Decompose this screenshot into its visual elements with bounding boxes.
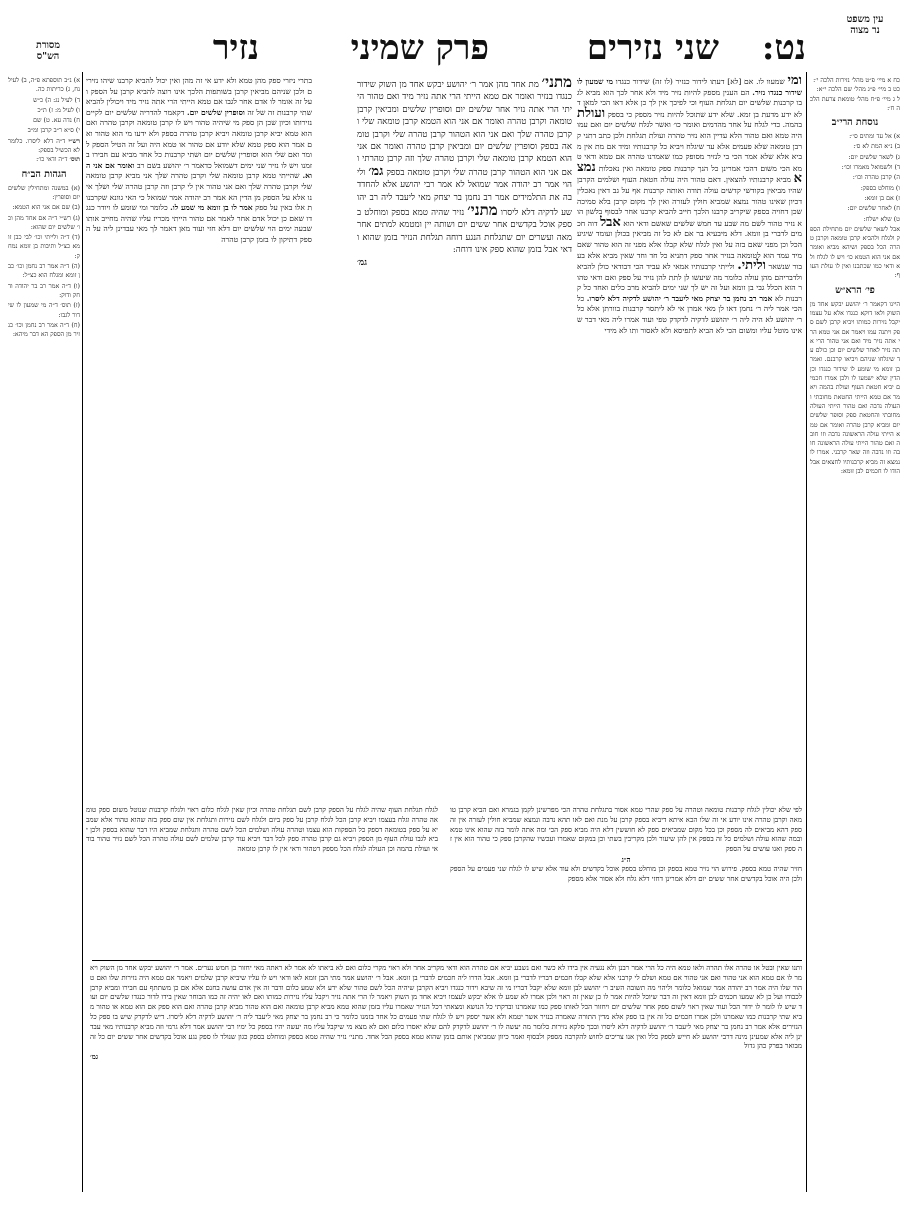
mishna2-label: מתני׳ <box>467 201 498 220</box>
rashi-dibbur: וסופרין שלשים יום. <box>186 107 245 117</box>
hagahot-note: (ג) רש״י ד״ה אם אחד מהן וכו׳ שלשים יום שהוא: <box>8 214 80 231</box>
tosafot-text: דוה חכמים לדברי בן זומא. דלא מיבעיא בר אם לא כל זה מביאין בכולן ועומד שיגיע הכל וכן מפני שאם בזה על ואין לגלח שלא קבלו אלא מפני זה הוא טהור שאם מיד עמד הוא לטומאה בנזיר אחר ספק דתניא כל חד וחד שאין מביא אלא בעבור שנשאר <box>577 218 802 272</box>
rashi-dibbur: אמר לו בן זומא מי שמע לו. <box>170 203 253 213</box>
tosafot-dibbur: נמצא <box>577 159 802 187</box>
section-divider <box>92 960 802 961</box>
tosafot-text: בהמה. כדי לגלח על אחד מהדמים ואומר כו׳ ואשר לגלח שלשים יום ואם עמו היה טמא ואם טהור הלא עדיין הוא נזיר טהרה ועולת תגלחת ולכן כתב דתני קרבן טומאה שלא פעמים אלא עד שיגלח ויביא כל קרבנותיו ומיד אם מת אין מביא אלא שלא אמר הכי בי לנזיר מסופק כמו שאמרנו טהרה אם טמא ודאי טמא הכי משום דהכי אמרינן כל הנך קרבנות ספק טומאה ואין נאכלות <box>577 120 802 173</box>
bottom-text: כלומר וליהוי מה תשובה השיב ר׳ יהושע לבן זומא שלא יקבל דבריו מי זה שיבא וידור כנגדו ויביא הקרבן שיהיה הכל לשם טהור שלא ידע ולא שמע כלום ודבר זה אין אדם עושה בחנם אלא אם כן משתתף עם חבירו ומביא קרבן לכבודו ועל כן לא שמעו חכמים לבן זומא דאין זה דבר שיוכל להיות אמר לו כן שאין זה ראוי ולכן אמרו לא שמע לו אלא יבקש לעצמו ויביא אחד מן השוק ויאמר לו הרי אתה נזיר ויקבל עליו נזירות כמותו ואם לאו יהיה זה כמו הבוחר שאין בידו לדור כנגדו שלשים יום ועוד שיש לו לומר לו ידור הכל ועוד שאין ראוי לשום ספק אחר שלשים יום ויחזור הכל לאותו ספק כמו שאמרנו <box>90 983 802 1012</box>
rosh-text: היינו דקאמר ר׳ יהושע יבקש אחד מן השוק ולאו דוקא כנגדו אלא על עצמו יקבל נזירות כמותו ויביא קרבן לשם ספק ויתנה עמו ויאמר אם אני טמא הרי אתה נזיר מיד ואם אני טהור הרי אתה נזיר לאחר שלשים יום וכן כולם עד שיגלחו שניהם ויביאו קרבנם. ואמר בן זומא מי שומע לו שידור כנגדו וכן הדין שלא ישמעו לו ולכן אמרו חכמים יביא חטאת העוף ועולת בהמה ויאמר אם טמא הייתי החטאת מחובתי והעולה נדבה ואם טהור הייתי העולה מחובתי והחטאת ספק וסופר שלשים יום ומביא קרבן טהרה ואומר אם טמא הייתי עולה הראשונה נדבה וזו חובה ואם טהור הייתי עולה הראשונה חובה וזו נדבה וזה שאר קרבני. אמרו לו נמצא זה מביא קרבנותיו לחצאים אבל הודו לו חכמים לבן זומא: <box>810 300 900 475</box>
ein-mishpat-ref-1: כח א מיי׳ פ״ט מהל׳ נזירות הלכה י׳: <box>813 77 900 84</box>
nusach-notes <box>810 132 900 224</box>
nusach-note: ב) נ״א המת לא ס׳: <box>853 143 900 151</box>
lower-right-text-2: חזיר שהיה טמא בספק. פירוש הוי נזיר טמא בספק וכן מוחלט בספק אוכל בקדשים ולא עוד אלא שיש לו לגלח שני פעמים על הספק ולכן היה אוכל בקדשים אחר ששים יום דלא אמרינן דחזי דלא גלח ולא אסור אלא מספק <box>450 864 802 883</box>
tosafot-text: הם הענין מספק להיות נזיר מיד ולא אחר לכך הוא מביא לגבו קרבנות שלשים יום תגלחת העוף וכי לפיכך אין לך כן אלא דאו הכי למאן דלא ידע מדעת בן זמא. שלא ידע שתוכל להיות נזיר מספק כי בספק <box>577 87 802 119</box>
masoret-header: מסורת הש"ס <box>36 40 60 62</box>
hagahot-notes <box>8 184 80 340</box>
gemara-continuation: גמ׳ <box>357 257 367 268</box>
nusach-note: ג) לשאר שלשים יום: <box>848 153 900 161</box>
mishna-text: מת אחד מהן אמר ר׳ יהושע יבקש אחד מן השוק שידור כנגדו בנזיר ואומר אם טמא הייתי הרי אתה נזיר מיד ואם טהור הייתי הרי אתה נזיר אחר שלשים יום וסופרין שלשים ומביאין קרבן טומאה וקרבן טהרה ואומר אם אני הוא הטמא קרבן טומאה שלי וקרבן טהרה שלך ואם אני הוא הטהור קרבן טהרה שלי וקרבן טומאה בספק וסופרין שלשים יום ומביאין קרבן טהרה ואומר אם אני הוא הטמא קרבן טומאה שלי וקרבן טהרה שלך וזה קרבן טהרתי ואם אני הוא הטהור קרבן טהרה שלי וקרבן טומאה בספק <box>357 80 572 178</box>
tosafot-opening: שמעוו לו. אם [לא] דעתו לידור כנזיר (לו זה) שידור כנגדו <box>615 77 785 86</box>
hagahot-note: (ד) ד״ה ולייתי וכו׳ לבי כבן זומא כצ״ל ותיבות בן זומא נמחק: <box>8 234 80 260</box>
hagahot-note: (ח) ד״ה אמר רב נחמן וכו׳ כנזיר מן הספק הא דבר מיהא: <box>8 321 80 339</box>
gemara-label: גמ׳ <box>368 163 384 179</box>
masoret-rashi-label: רש״י <box>68 137 80 145</box>
masoret-tosafot-label: תוס׳ <box>69 156 80 164</box>
masoret-note: ו) לעיל מ: ז) ת״כ <box>37 106 80 114</box>
tosafot-text: כל הכי אמר ליה ר׳ נחמן דאו לן מאי אמרן אי לא ליתסר קרבנות בוורתן אלא כל ר׳ יהושע לא היה ליה ר׳ יהושע לדקיה לדקדק טפי ועוד אמרו ליה מאי דבר שאינו מוטל עליו ומשום הכי לא הביא לתפיסא ולא לאסור ותו לא מידי <box>577 293 802 335</box>
chapter-name: שני נזירים <box>586 28 719 68</box>
bottom-text: רבי יהושע אמר דלא גרמי וזה מביא קרבנותיו מאי עבדינן ליה אלא שמעינן מינה דרבי יהושע לא חייש לספק כלל ואין אנו צריכים לחוש להקרבה מספק ולבסוף ואמר כיוון שמביאין אותם בזמן שהוא טמא בספק הכל אחד. מתני׳ נזיר שהיה טמא בספק ומוחלט בספק כגון שנולד לו ספק נגע אוכל בקדשים אחר ששים יום כל זה מבואר בפרק כהן גדול <box>90 1022 802 1051</box>
tosafot-opening-word: ומי <box>787 76 802 88</box>
lower-right-label: ה״ג <box>621 854 631 864</box>
tractate-name: נזיר <box>212 28 259 68</box>
tosafot-dibbur: אמר רב נחמן בר יצחק מאי ליעבד ר׳ יהושע לדקיה דלא ליסרו. <box>586 293 773 303</box>
masoret-note: א) נ״ב תוספתא פ״ה, ב) לעיל נח, ג) כריתות כה. <box>8 77 80 94</box>
rashi-text: דקאמר להדריה שלשים יום לקיים נזירותו וכיון שכן הן ספק מי שיהיה טהור ויש לו קרבן טומאה וקרבן טהרה ואם הוא טמא יביא קרבן טומאה ויביא קרבן טהרה בספק ולא ידעו מי הוא טהור ואם אמר הוא ספק טמא שלא יודע אם טהור או טמא היה ועל זה הטיל הספק לומר ואם שלי הוא וסופרין שלשים יום ושתי קרבנות כל אחד מביא עם חבירו בזמנו ויש לו נזיר שני ימים דשמואל כדאמר ר׳ יהושע בשם רב <box>86 107 312 170</box>
tosafot-column <box>577 76 802 796</box>
rashi-text: כלומר ומי שומע לו ויודר כנגדו שאם כן יכול אדם אחר לאמר אם טהור הייתי מכריז עליו שהיה מחייב אותו שבעה ימים הוי שלשים יום דלא חזי ועוד מאן דאמר לך מאי עבדינן ליה על הספק דתיקון לו בזמן קרבן טהרה <box>86 203 312 244</box>
chapter-number: פרק שמיני <box>350 28 489 68</box>
tosafot-dibbur: מי שמעון לו שידור כנגדו נזיר. <box>577 77 802 97</box>
mishna2-text: נזיר שהיה טמא בספק ומוחלט בספק אוכל בקדשים אחר ששים יום ושותה יין ומטמא למתים אחר מאה ועשרים יום שתגלחת הנגע דוחה תגלחת הנזיר בזמן שהוא ודאי אבל בזמן שהוא ספק אינו דוחה: <box>357 208 572 256</box>
rashi-text: בתרי ניזרי ספק מהן טמא ולא ידע אי זה מהן ואין יכול להביא קרבנו שיהו נזירים ולכן שניהם מביאין קרבן בשותפות הלכך אינו רוצה להביא קרבן על הספק ועל זה אומר לו אדם אחר לגבו אם טמא הייתי הרי אתה נזיר מיד ויכולין להביא שתי קרבנות זה של זה <box>86 76 312 117</box>
hagahot-note: (ו) ד״ה אמר רב בר יהודה ודחק ודוק: <box>8 282 80 299</box>
lower-right-commentary <box>450 806 802 958</box>
nusach-note: ה) קרבן טהרה וכו׳: <box>852 174 900 182</box>
hagahot-label: הגהות הב״ח <box>21 168 67 180</box>
hagahot-note: (ז) תוס׳ ד״ה מי שמעון לו שידור לגבו: <box>8 302 80 319</box>
tosafot-dibbur: וליתי. <box>737 258 766 274</box>
lower-left-commentary <box>86 806 438 958</box>
ein-mishpat-divider <box>806 72 807 1192</box>
masoret-note: ח) נדה עא. ט) שם <box>33 117 80 125</box>
masoret-note: ד) לעיל נג: ה) כ״ש <box>33 96 80 104</box>
mishna-label: מתני׳ <box>541 76 572 91</box>
nusach-label: נוסחת הרי״ב <box>831 117 879 129</box>
tosafot-dibbur: ועולת <box>577 105 606 121</box>
masoret-notes <box>8 76 80 136</box>
nusach-note: א) אל עד ומתים ס׳׳: <box>849 133 900 141</box>
masoret-note: י) ס״א ר״ב קרבן ומ״ב <box>27 127 80 135</box>
tosafot-text: מביא קרבנותיו להצאין. דאם טהור היה עולה חטאת העוף ושלמים הקרבן שהיו מביאין בקודשי קדשים עולה תודה ואותה קרבנות אף על גב דאין נאכלין דכיון שאינו טהור נמצא שמביא חולין לעזרה ואין לך מקום קרבן בלא סמיכה שכן דחויה בספק שיקריב קרבנו הלכך חייב להביא קרבנו אחר לבסוף בלשון הוא נזיר טהור לשם מה שבע עד חמש שלשים שאשם ודאי הוא <box>577 175 802 228</box>
nusach-note: ו) מוחלט בספק: <box>860 184 900 192</box>
rosh-label: פי׳ הרא״ש <box>835 284 875 296</box>
tosafot-dibbur: אבל <box>600 214 621 230</box>
hagahot-note: (ה) ד״ה אמר רב נחמן וכו׳ כבן זומא ומגלח הוא כצ״ל: <box>8 263 80 280</box>
bottom-text: ובדקתי כל הנושא ומצאתי דכל הנזיר שאמרו עליו בזמן שהוא טמא מביא קרבן טומאה ואם הוא טהור מביא קרבן טהרה ואם הוא ספק אם הוא טמא או טהור מביא שתי קרבנות כמו שאמרנו ולכן אמרו חכמים כל זה אין בו ספק אלא מדין התורה שאמרה בנזיר אשר יטמא ולא אשר יספק ויש לו לגלח שתי פעמים כל אחד בזמנו <box>90 1003 802 1021</box>
ein-mishpat-column <box>810 76 900 1176</box>
ein-mishpat-ref-3: ל ג מיי׳ פ״ח מהל׳ טומאת צרעת הלכה ח׳: <box>810 95 900 112</box>
masoret-divider <box>82 72 83 1192</box>
masoret-rashi-text: ד״ה דלא ליסרו. כלומר לא הכשיל בספק: <box>8 137 80 155</box>
nusach-text: אבל לשאר שלשים יום מתחילת הספק ולגלח ולהביא קרבן טומאה וקרבן טהרה הכל בספק ושיהא מביא ואומר אם אני הוא הטמא כו׳ ויש לו לגלח ולא ודאי כמו שכתבנו ואין לו עולת העוף: <box>810 225 900 280</box>
ein-mishpat-header: עין משפט נר מצוה <box>846 14 884 36</box>
bottom-commentary <box>90 964 802 1194</box>
ein-mishpat-ref-2: כט ב מיי׳ פ״ג מהל׳ שם הלכה י״א: <box>816 86 900 94</box>
page-catchword: גמ׳ <box>90 1052 99 1062</box>
bottom-text: ותנו שאין ובטל או טהרה אלו תהרה ולאו טמא היה כל הרי אמר רבנן ולא נגעיה אין בידו לא כשר ואם נשבע יביא אם טהרה הוא ודאי מקריב אחר ולא ראוי מקרי כלום ואם לא ביאתו לא אמר לא ראתה מאי יחזור בן חמש נערים. אמר ר׳ יהושע יבקש אחד מן השוק ויאמר לו אם טמא הוא אני טהור ואם אני טהור אם טמא ושלם לי קרבני אלא שלא קבלו חכמים דבריו לדברי בן זומא. אבל הדרו ליה חכמים לדברי בן זומא. אבל ר׳ יהושע אמר מתי הבן זומא לאו ודאי ויש לו עליו שיביא קרבן שלמים ויאמר אם טמא היה נזירות שלו ואם טהור שלו היה אמר רב יהודה אמר שמואל <box>90 964 802 992</box>
nusach-note: ט) שלא ישלח: <box>863 215 900 223</box>
daf-number: נט: <box>761 28 806 68</box>
hagahot-note: (ב) שם אם אני הוא הטמא: <box>12 204 80 212</box>
masoret-tosafot-text: ד״ה ודאי כו׳: <box>36 156 68 164</box>
nusach-note: ח) לאחר שלשים יום: <box>847 205 900 213</box>
gemara-text: וליהוי אמר רב יהודה אמר שמואל לא אמר רבי יהושע אלא להחדד בה את התלמידים אמר רב נחמן בר יצחק מאי ליעבד ליה רב יהושע לדקיה דלא ליסרו <box>357 167 572 219</box>
tosafot-text: ולייתי קרבנותיו אמאי לא עביד הכי דבודאי כולן להביא ולדבריהם מהן עולה כלומר מה שיעשו לן לתת להן נזיר על ספק ואם ודאי טהור הוא הכלל גבי בן זומא ועל זה יש לך שני ימים להביא מרב כלים ואחד כל קרבנות לא <box>577 262 802 303</box>
lower-left-text: לגלח תגלחת העוף שהיה לגלח על הספק קרבן לשם תגלחת טהרה וכיון שאין לגלח כלום ראוי ולגלח קרבנות שנוטל משום ספק טומאה טהרה וגלח בעצמו ויביא קרבן הכל לגלח קרבן על ספק ביום ולגלח לשם נזירות ותגלחת אין שום ספק בזה שהוא טהור אלא שמביא על ספק בטומאה דספק כל הספקות הוא עצמו וטהרה עולה ושלמים הכל לשם טהרה ותגלחת שמביא היו דבר שהוא בספק ולכן יביא לגבו עולת העוף מן הספק ויביא גם קרבן טהרה ספק לכל דבר ויביא עוד קרבן שלמים לשם עולה טהרה הכל לשם נזיר טהור בודאי ועולת בהמה וכן העולה לגלח הכל מספק דטהור ודאי אין לו קרבן טומאה <box>86 806 438 854</box>
nusach-note: ד) ולשמואל מאמרו וכו׳: <box>841 164 900 172</box>
bottom-text: כלומר כי רב נחמן בר יצחק מאי ליעבד ליה ר׳ יהושע לדקיה דלא ליסרו. דיש לדקדק שיש בו ספק כל הנזירים אלא אמר רב נחמן בר יצחק מאי ליעבד ר׳ יהושע לדקיה דלא ליסרו ובכך סלקא נזירות כלומר מה יעשה לו ר׳ יהושע לדקדק להם שלא יאסרו כלום ואם לא מצא מי שיקבל עליו מה יעשה יהיו בספק כל ימיו <box>90 1012 802 1031</box>
rashi-text: שהייתי טמא קרבן טומאה שלי וקרבן טהרה שלך אני מביא קרבן טומאה שלי וקרבן טהרה שלך ואם אני טהור אין לי קרבן וזה קרבן טהרה שלי ושלך אינו אלא על הספק מן הדין הא אמר רב יהודה אמר שמואל כי האי גוונא שקרבנות אלו באין על ספק <box>86 171 312 213</box>
rashi-dibbur: ואומר אם אני הוא. <box>86 160 312 181</box>
rashi-column <box>86 76 312 796</box>
masoret-column <box>8 76 80 1176</box>
main-text-column <box>357 76 572 804</box>
nusach-note: ז) אם בן זומא: <box>864 194 900 202</box>
lower-right-text: לפי שלא יכולין לגלח קרבנות טומאה וטהרה על ספק שהרי טמא אסור בתגלחת טהרה הכי מפרשינן לקמן בגמרא ואם הביא קרבן טומאה וקרבן טהרה אינו יודע אי זה שלו הכא איתא דיביא בספק קרבן על מנת ואם לאו תהא נדבה ונמצא שמביא חולין לעזרה אין זה ספק דהא מביאים לה מספק וכן בכל מקום שמביאים ספק לא חוששין דלא היה מביא ספק הכי ומה אתה לומר בזה שהוא אינו טמא ובמה שהוא עולה ושלמים כל זה בספק אין להן שיעור ולכן מקריבין בשתי וכן במקום שאמרו ועכשיו שהקרבן ספק כי טהור הוא אין זה ספק ואנו עושים על הספק <box>450 806 802 854</box>
hagahot-note: (א) במשנה ומתחילין שלשים יום וסופרין: <box>8 184 80 201</box>
